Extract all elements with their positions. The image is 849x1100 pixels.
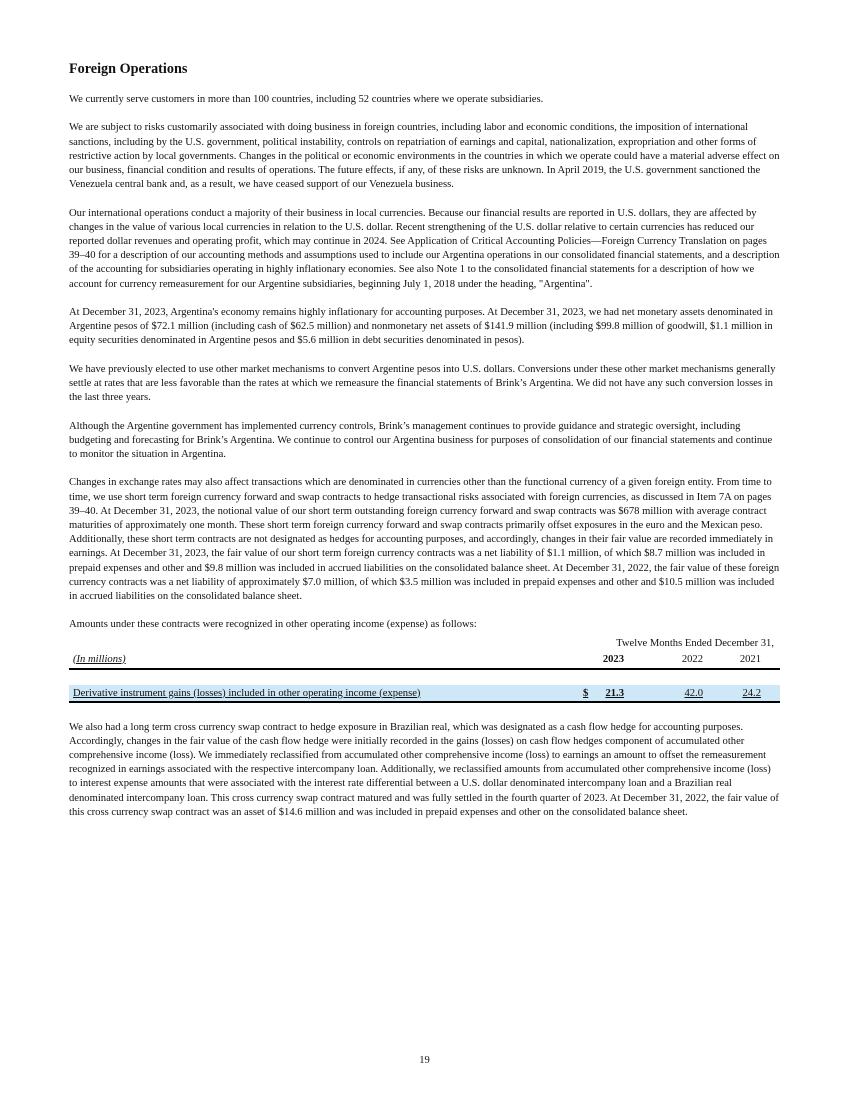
row-label: Derivative instrument gains (losses) included in other operating income (expense) [73,687,421,699]
paragraph-cross-currency-swap: We also had a long term cross currency swap contract to hedge exposure in Brazilian real, which was designated as a cash flow hedge for accounting purposes. Accordingly, changes in the fair value of the cash flow hedge were initially recorded in the gains (losses) on cash flow hedges component of accumulated other comprehensive income (loss). We immediately reclassified from accumulated other comprehensive income (loss) to earnings an amount to offset the remeasurement recognized in earnings associated with the respective intercompany loan. Additionally, we reclassified amounts from accumulated other comprehensive income (loss) to interest expense amounts that were associated with the interest rate differential between a U.S. dollar denominated intercompany loan and a Brazilian real denominated intercompany loan. This cross currency swap contract matured and was fully settled in the fourth quarter of 2023. At December 31, 2022, the fair value of this cross currency swap contract was an asset of $14.6 million and was included in prepaid expenses and other on the consolidated balance sheet. [69,721,779,818]
paragraph-local-currencies: Our international operations conduct a majority of their business in local currencies. Because our financial results are reported in U.S. dollars, they are affected by changes in the value of various local currencies in relation to the U.S. dollar. Recent strengthening of the U.S. dollar relative to certain currencies has reduced our reported dollar revenues and operating profit, which may continue in 2024. See Application of Critical Accounting Policies—Foreign Currency Translation on pages 39–40 for a description of our accounting methods and assumptions used to include our Argentina operations in our consolidated financial statements, and a description of the accounting for subsidiaries operating in highly inflationary economies. See also Note 1 to the consolidated financial statements for a description of how we account for currency remeasurement for our Argentine subsidiaries, beginning July 1, 2018 under the heading, "Argentina". [69,207,780,290]
currency-symbol: $ [583,687,589,699]
year-header-2022: 2022 [681,653,703,665]
value-2021: 24.2 [742,687,761,699]
derivative-gains-table [69,637,780,707]
value-2023: 21.3 [605,687,624,699]
paragraph-argentina-economy: At December 31, 2023, Argentina's economy remains highly inflationary for accounting purposes. At December 31, 2023, we had net monetary assets denominated in Argentine pesos of $72.1 million (including cash of $62.5 million) and nonmonetary net assets of $141.9 million (including $99.8 million of goodwill, $1.1 million in equity securities denominated in Argentine pesos and $5.6 million in debt securities denominated in pesos). [69,307,773,347]
page-number: 19 [419,1055,430,1066]
table-row [69,685,780,703]
paragraph-table-intro: Amounts under these contracts were recognized in other operating income (expense) as follows: [69,619,477,631]
year-header-2021: 2021 [739,653,761,665]
paragraph-exchange-rates: Changes in exchange rates may also affect transactions which are denominated in currencies other than the functional currency of a given foreign entity. From time to time, we use short term foreign currency forward and swap contracts to hedge transactional risks associated with foreign currencies, as discussed in Item 7A on pages 39–40. At December 31, 2023, the notional value of our short term outstanding foreign currency forward and swap contracts was $678 million with average contract maturities of approximately one month. These short term foreign currency forward and swap contracts primarily offset exposures in the euro and the Mexican peso. Additionally, these short term contracts are not designated as hedges for accounting purposes, and accordingly, changes in their fair value are recorded immediately in earnings. At December 31, 2023, the fair value of our short term foreign currency contracts was a net liability of $1.1 million, of which $8.7 million was included in prepaid expenses and other and $9.8 million was included in accrued liabilities on the consolidated balance sheet. At December 31, 2022, the fair value of these foreign currency contracts was a net liability of approximately $7.0 million, of which $3.5 million was included in prepaid expenses and other and $10.5 million was included in accrued liabilities on the consolidated balance sheet. [69,477,780,603]
year-header-2023: 2023 [602,653,624,665]
table-period-header: Twelve Months Ended December 31, [616,637,774,649]
table-header-row [69,653,780,670]
table-units-label: (In millions) [73,653,126,665]
document-page [69,60,780,834]
paragraph-customers: We currently serve customers in more than 100 countries, including 52 countries where we operate subsidiaries. [69,94,544,105]
value-2022: 42.0 [684,687,703,699]
paragraph-currency-controls: Although the Argentine government has implemented currency controls, Brink’s management continues to provide guidance and strategic oversight, including budgeting and forecasting for Brink’s Argentina. We continue to control our Argentina business for purposes of consolidation of our financial statements and continue to monitor the situation in Argentina. [69,420,773,460]
section-heading: Foreign Operations [69,61,188,77]
paragraph-risks: We are subject to risks customarily associated with doing business in foreign countries, including labor and economic conditions, the imposition of international sanctions, including by the U.S. government, political instability, controls on repatriation of earnings and capital, nationalization, expropriation and other forms of restrictive action by local governments. Changes in the political or economic environments in the countries in which we operate could have a material adverse effect on our business, financial condition and results of operations. The future effects, if any, of these risks are unknown. In April 2019, the U.S. government sanctioned the Venezuela central bank and, as a result, we have ceased support of our Venezuela business. [69,122,780,191]
paragraph-market-mechanisms: We have previously elected to use other market mechanisms to convert Argentine pesos into U.S. dollars. Conversions under these other market mechanisms generally settle at rates that are less favorable than the rates at which we remeasure the financial statements of Brink’s Argentina. We did not have any such conversion losses in the last three years. [69,363,776,404]
